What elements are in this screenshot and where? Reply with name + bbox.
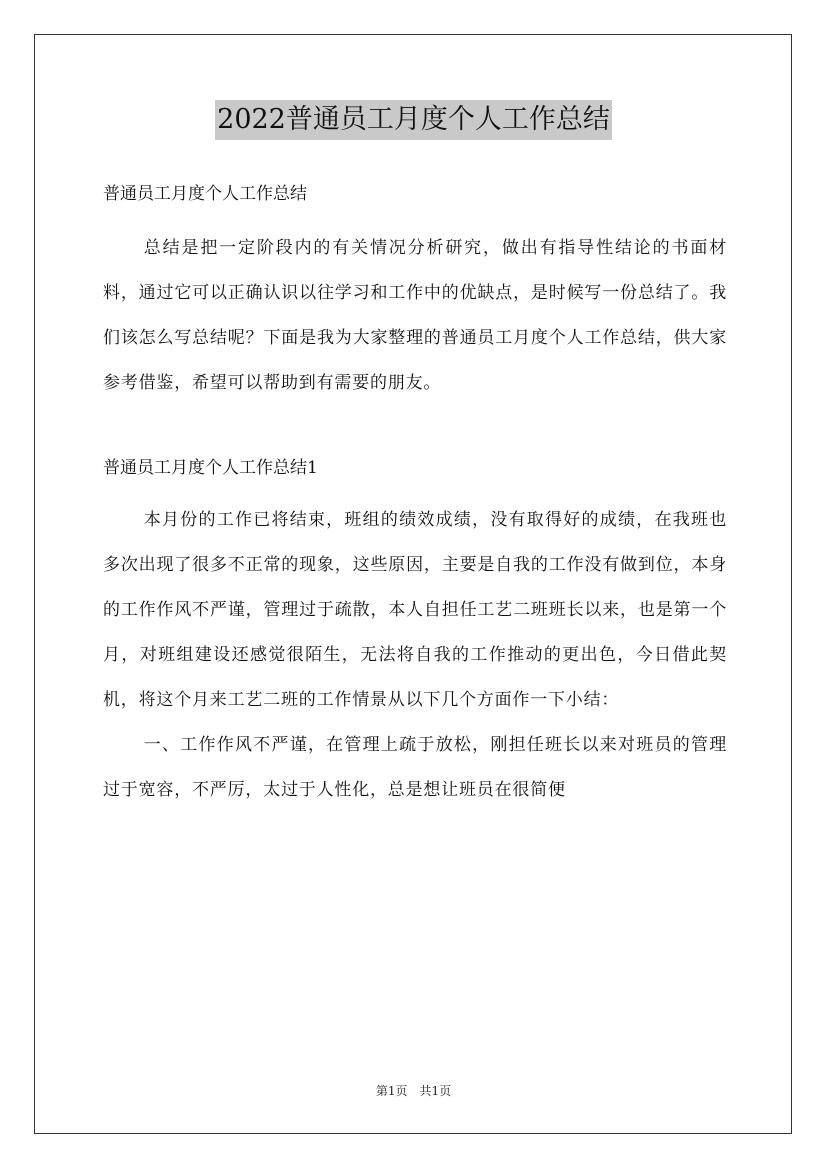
subtitle-heading: 普通员工月度个人工作总结 [103, 184, 307, 204]
page-number-label: 第1页 共1页 [375, 1084, 452, 1098]
intro-paragraph: 总结是把一定阶段内的有关情况分析研究，做出有指导性结论的书面材料，通过它可以正确认识以往学习和工作中的优缺点，是时候写一份总结了。我们该怎么写总结呢？下面是我为大家整理的普通员工月度个人工作总结，供大家参考借鉴，希望可以帮助到有需要的朋友。 [103, 238, 727, 393]
spacer [103, 214, 727, 226]
spacer [103, 406, 727, 448]
section-1-paragraph-1: 本月份的工作已将结束，班组的绩效成绩，没有取得好的成绩，在我班也多次出现了很多不正常的现象，这些原因，主要是自我的工作没有做到位，本身的工作作风不严谨，管理过于疏散，本人自担任工艺二班班长以来，也是第一个月，对班组建设还感觉很陌生，无法将自我的工作推动的更出色，今日借此契机，将这个月来工艺二班的工作情景从以下几个方面作一下小结： [103, 510, 727, 710]
section-1-paragraph-2: 一、工作作风不严谨，在管理上疏于放松，刚担任班长以来对班员的管理过于宽容，不严厉，太过于人性化，总是想让班员在很简便 [103, 735, 727, 800]
document-title: 2022普通员工月度个人工作总结 [215, 100, 612, 140]
page-footer [0, 1082, 827, 1100]
document-body [103, 174, 727, 813]
section-1-heading: 普通员工月度个人工作总结1 [103, 458, 318, 478]
spacer [103, 488, 727, 498]
title-container [0, 100, 827, 140]
